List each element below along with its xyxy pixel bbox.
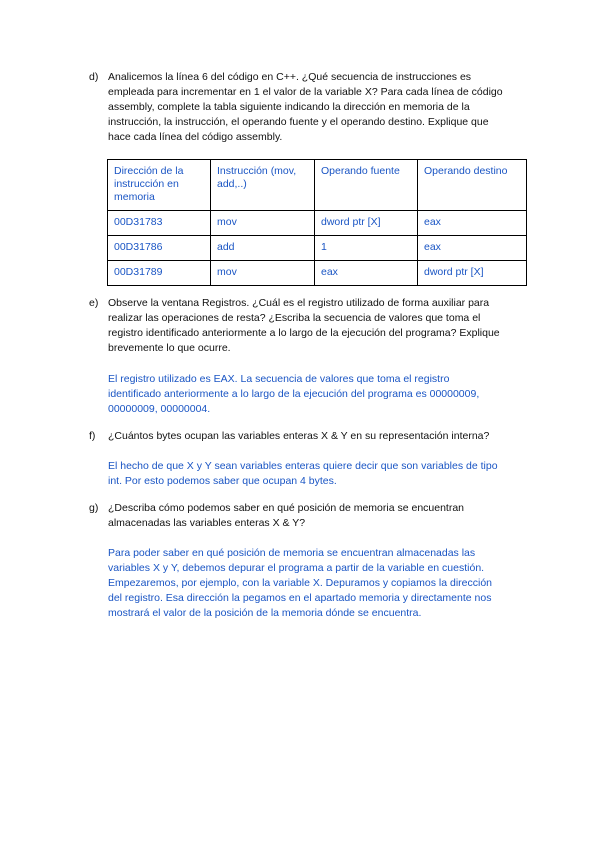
table-header-row	[108, 160, 527, 211]
section-f	[89, 429, 527, 489]
header-cell-destination: Operando destino	[418, 160, 527, 211]
cell-destination: eax	[418, 211, 527, 236]
answer-f: El hecho de que X y Y sean variables enteras quiere decir que son variables de tipo int. Por esto podemos saber que ocupan 4 bytes.	[108, 460, 498, 487]
section-d	[89, 70, 527, 145]
cell-destination: eax	[418, 236, 527, 261]
cell-source: dword ptr [X]	[315, 211, 418, 236]
cell-address: 00D31786	[108, 236, 211, 261]
item-label-g: g)	[89, 502, 99, 514]
answer-g: Para poder saber en qué posición de memoria se encuentran almacenadas las variables X y Y, debemos depurar el programa a partir de la variable en cuestión. Empezaremos, por ejemplo, con la variable X. Depuramos y copiamos la dirección del registro. Esa dirección la pegamos en el apartado memoria y directamente nos mostrará el valor de la posición de la memoria dónde se encuentra.	[108, 547, 493, 619]
header-cell-source: Operando fuente	[315, 160, 418, 211]
item-label-d: d)	[89, 71, 99, 83]
question-f: ¿Cuántos bytes ocupan las variables enteras X & Y en su representación interna?	[108, 430, 490, 442]
header-cell-address: Dirección de la instrucción en memoria	[108, 160, 211, 211]
table-row	[108, 211, 527, 236]
question-d: Analicemos la línea 6 del código en C++. ¿Qué secuencia de instrucciones es empleada para incrementar en 1 el valor de la variable X? Para cada línea de código assembly, complete la tabla siguiente indicando la dirección en memoria de la instrucción, la instrucción, el operando fuente y el operando destino. Explique que hace cada línea del código assembly.	[108, 71, 503, 143]
section-g	[89, 501, 527, 621]
header-cell-instruction: Instrucción (mov, add,..)	[211, 160, 315, 211]
table-row	[108, 261, 527, 286]
question-g: ¿Describa cómo podemos saber en qué posición de memoria se encuentran almacenadas las variables enteras X & Y?	[108, 502, 465, 529]
cell-address: 00D31789	[108, 261, 211, 286]
question-e: Observe la ventana Registros. ¿Cuál es el registro utilizado de forma auxiliar para realizar las operaciones de resta? ¿Escriba la secuencia de valores que toma el registro identificado anteriormente a lo largo de la ejecución del programa? Explique brevemente lo que ocurre.	[108, 297, 500, 354]
item-label-f: f)	[89, 430, 96, 442]
cell-instruction: add	[211, 236, 315, 261]
table-row	[108, 236, 527, 261]
cell-destination: dword ptr [X]	[418, 261, 527, 286]
assembly-table	[107, 159, 527, 286]
item-label-e: e)	[89, 297, 99, 309]
cell-instruction: mov	[211, 211, 315, 236]
cell-address: 00D31783	[108, 211, 211, 236]
cell-source: 1	[315, 236, 418, 261]
cell-source: eax	[315, 261, 418, 286]
cell-instruction: mov	[211, 261, 315, 286]
answer-e: El registro utilizado es EAX. La secuencia de valores que toma el registro identificado anteriormente a lo largo de la ejecución del programa es 00000009, 00000009, 00000004.	[108, 373, 480, 415]
section-e	[89, 296, 527, 417]
